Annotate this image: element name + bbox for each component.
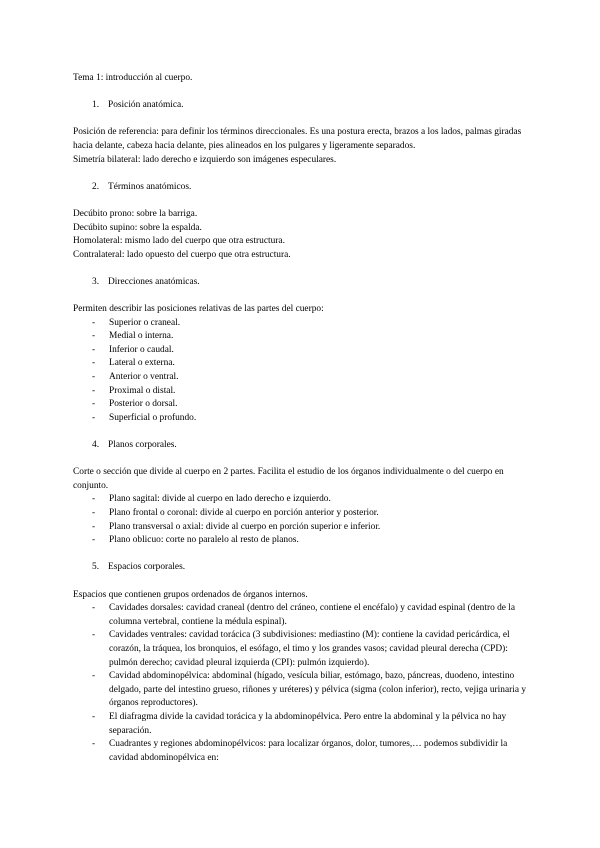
list-item-text: Proximal o distal. (109, 385, 176, 396)
bullet-list (73, 493, 531, 547)
list-item-text: Cavidades ventrales: cavidad torácica (3 subdivisiones: mediastino (M): contiene la cavidad pericárdica, el corazón, la tráquea, los bronquios, el esófago, el timo y los grandes vasos; cavidad pleural derecha (CPD): pulmón derecho; cavidad pleural izquierda (CPI): pulmón izquierdo). (109, 630, 510, 668)
list-item-text: Inferior o caudal. (109, 344, 174, 355)
list-item-text: Plano frontal o coronal: divide al cuerpo en porción anterior y posterior. (109, 508, 379, 518)
list-item (73, 670, 531, 711)
section-heading-text: Términos anatómicos. (108, 181, 192, 192)
paragraph: Simetría bilateral: lado derecho e izquierdo son imágenes especulares. (73, 154, 337, 165)
dash-bullet: - (92, 317, 96, 328)
dash-bullet: - (92, 372, 96, 383)
list-item-text: Cuadrantes y regiones abdominopélvicos: para localizar órganos, dolor, tumores,… podemos subdividir la cavidad abdominopélvica en: (109, 739, 508, 763)
section-number: 1. (92, 100, 100, 111)
list-item-text: Cavidad abdominopélvica: abdominal (hígado, vesícula biliar, estómago, bazo, páncreas, duodeno, intestino delgado, parte del intestino grueso, riñones y uréteres) y pélvica (sigma (colon inferior), recto, vejiga urinaria y órganos reproductores). (109, 671, 527, 709)
list-item (73, 385, 531, 399)
dash-bullet: - (92, 331, 96, 342)
section-number: 3. (92, 276, 100, 287)
list-item (73, 344, 531, 358)
list-item (73, 711, 531, 738)
bullet-list (73, 602, 531, 765)
list-item-text: Anterior o ventral. (109, 372, 179, 383)
dash-bullet: - (92, 535, 96, 546)
list-item (73, 534, 531, 548)
list-item (73, 317, 531, 331)
paragraph: Decúbito prono: sobre la barriga. (73, 208, 198, 219)
paragraph: Decúbito supino: sobre la espalda. (73, 222, 202, 233)
list-item-text: El diafragma divide la cavidad torácica y la abdominopélvica. Pero entre la abdominal y la pélvica no hay separación. (109, 711, 507, 736)
list-item-text: Medial o interna. (109, 331, 174, 342)
dash-bullet: - (92, 358, 96, 369)
list-item (73, 602, 531, 629)
section-heading (73, 99, 531, 113)
list-item (73, 507, 531, 521)
list-item (73, 412, 531, 426)
list-item (73, 521, 531, 535)
section-heading (73, 181, 531, 195)
paragraph: Espacios que contienen grupos ordenados de órganos internos. (73, 589, 308, 600)
section-heading-text: Espacios corporales. (108, 562, 186, 573)
dash-bullet: - (92, 630, 96, 641)
list-item-text: Plano sagital: divide al cuerpo en lado derecho e izquierdo. (109, 494, 331, 505)
dash-bullet: - (92, 739, 96, 750)
dash-bullet: - (92, 671, 96, 682)
section-number: 4. (92, 440, 100, 451)
paragraph: Homolateral: mismo lado del cuerpo que otra estructura. (73, 236, 285, 247)
dash-bullet: - (92, 711, 96, 722)
document-title: Tema 1: introducción al cuerpo. (73, 73, 193, 83)
list-item-text: Plano transversal o axial: divide al cuerpo en porción superior e inferior. (109, 521, 381, 532)
list-item (73, 330, 531, 344)
dash-bullet: - (92, 494, 96, 505)
section-heading-text: Direcciones anatómicas. (108, 276, 200, 287)
list-item-text: Superficial o profundo. (109, 412, 197, 423)
section-number: 5. (92, 562, 100, 573)
list-item-text: Superior o craneal. (109, 317, 181, 328)
paragraph: Contralateral: lado opuesto del cuerpo que otra estructura. (73, 249, 291, 260)
list-item-text: Plano oblicuo: corte no paralelo al resto de planos. (109, 535, 299, 546)
list-item-text: Cavidades dorsales: cavidad craneal (dentro del cráneo, contiene el encéfalo) y cavidad espinal (dentro de la columna vertebral, contiene la médula espinal). (109, 603, 516, 627)
paragraph: Posición de referencia: para definir los términos direccionales. Es una postura erecta, brazos a los lados, palmas giradas hacia delante, cabeza hacia delante, pies alineados en los pulgares y ligeramente separados. (73, 127, 522, 151)
section-number: 2. (92, 181, 100, 192)
dash-bullet: - (92, 385, 96, 396)
dash-bullet: - (92, 399, 96, 410)
list-item (73, 371, 531, 385)
list-item (73, 493, 531, 507)
document-content (73, 72, 531, 765)
dash-bullet: - (92, 603, 96, 614)
section-heading-text: Planos corporales. (108, 440, 177, 451)
paragraph: Permiten describir las posiciones relativas de las partes del cuerpo: (73, 304, 324, 315)
list-item-text: Lateral o externa. (109, 358, 175, 369)
dash-bullet: - (92, 412, 96, 423)
list-item (73, 357, 531, 371)
list-item (73, 738, 531, 765)
list-item (73, 398, 531, 412)
dash-bullet: - (92, 344, 96, 355)
list-item-text: Posterior o dorsal. (109, 399, 178, 410)
dash-bullet: - (92, 508, 96, 518)
section-heading (73, 276, 531, 290)
section-heading-text: Posición anatómica. (108, 100, 184, 111)
dash-bullet: - (92, 521, 96, 532)
section-heading (73, 561, 531, 575)
bullet-list (73, 317, 531, 426)
section-heading (73, 439, 531, 453)
list-item (73, 629, 531, 670)
paragraph: Corte o sección que divide al cuerpo en 2 partes. Facilita el estudio de los órganos individualmente o del cuerpo en conjunto. (73, 467, 504, 491)
